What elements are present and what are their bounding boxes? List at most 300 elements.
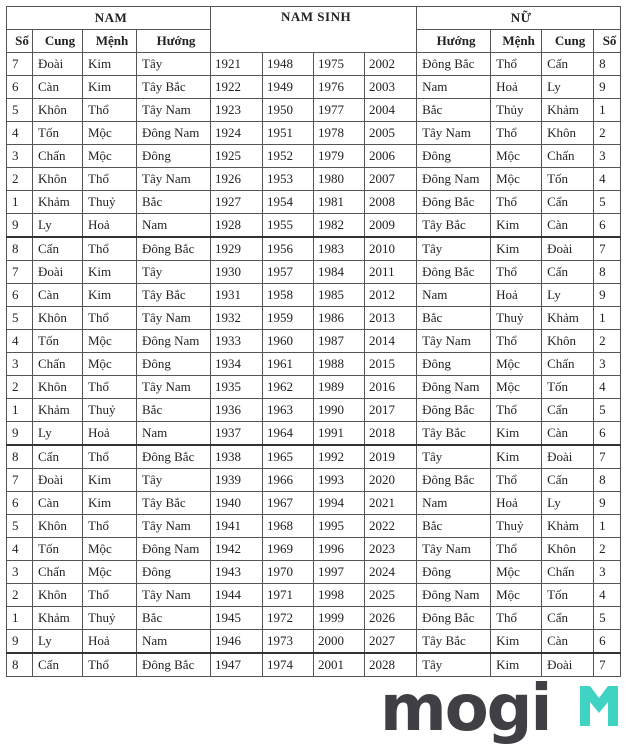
cell-nu-huong: Đông xyxy=(417,145,491,168)
cell-year-4: 2023 xyxy=(365,538,417,561)
cell-nu-huong: Tây xyxy=(417,237,491,261)
cell-nu-cung: Cấn xyxy=(542,607,594,630)
cell-nam-menh: Mộc xyxy=(83,353,137,376)
table-row xyxy=(7,445,621,469)
cell-year-4: 2019 xyxy=(365,445,417,469)
cell-year-2: 1952 xyxy=(263,145,314,168)
cell-year-1: 1932 xyxy=(211,307,263,330)
cell-year-3: 1987 xyxy=(314,330,365,353)
cell-nam-so: 2 xyxy=(7,168,33,191)
cell-nu-menh: Hoả xyxy=(491,492,542,515)
cell-nam-huong: Đông Bắc xyxy=(137,237,211,261)
cell-nam-huong: Tây Nam xyxy=(137,584,211,607)
cell-nam-menh: Thuỷ xyxy=(83,191,137,214)
cell-nu-cung: Khảm xyxy=(542,307,594,330)
cell-nu-cung: Tốn xyxy=(542,168,594,191)
cell-year-2: 1958 xyxy=(263,284,314,307)
cell-nam-huong: Nam xyxy=(137,630,211,654)
group-header-row xyxy=(7,7,621,30)
cung-menh-table xyxy=(6,6,621,677)
cell-nam-so: 1 xyxy=(7,607,33,630)
cell-nam-menh: Mộc xyxy=(83,122,137,145)
cell-year-4: 2013 xyxy=(365,307,417,330)
cell-nam-so: 1 xyxy=(7,399,33,422)
cell-year-1: 1943 xyxy=(211,561,263,584)
table-body xyxy=(7,53,621,677)
cell-year-2: 1950 xyxy=(263,99,314,122)
cell-nu-so: 1 xyxy=(594,99,621,122)
cell-nam-cung: Ly xyxy=(33,422,83,446)
cell-nu-so: 4 xyxy=(594,168,621,191)
cell-nam-so: 1 xyxy=(7,191,33,214)
cell-nam-so: 4 xyxy=(7,122,33,145)
cell-nam-cung: Chấn xyxy=(33,561,83,584)
cell-nam-huong: Tây Nam xyxy=(137,515,211,538)
cell-nu-menh: Mộc xyxy=(491,376,542,399)
cell-year-4: 2006 xyxy=(365,145,417,168)
cell-nam-menh: Hoả xyxy=(83,630,137,654)
cell-nam-so: 9 xyxy=(7,422,33,446)
cell-nam-menh: Thổ xyxy=(83,99,137,122)
table-row xyxy=(7,399,621,422)
cell-nu-huong: Đông Bắc xyxy=(417,261,491,284)
cell-nam-menh: Mộc xyxy=(83,561,137,584)
cell-nam-menh: Thổ xyxy=(83,168,137,191)
cell-nam-cung: Ly xyxy=(33,630,83,654)
cell-nu-cung: Ly xyxy=(542,492,594,515)
cell-year-3: 2000 xyxy=(314,630,365,654)
cell-nu-so: 2 xyxy=(594,538,621,561)
cell-year-2: 1948 xyxy=(263,53,314,76)
col-header-nam-so: Số xyxy=(7,30,33,53)
cell-nu-huong: Bắc xyxy=(417,515,491,538)
cell-year-3: 1985 xyxy=(314,284,365,307)
table-row xyxy=(7,422,621,446)
table-row xyxy=(7,515,621,538)
cell-nam-huong: Nam xyxy=(137,422,211,446)
cell-nam-menh: Thổ xyxy=(83,376,137,399)
cell-year-4: 2003 xyxy=(365,76,417,99)
header-nam: NAM xyxy=(7,7,211,30)
cell-nu-huong: Đông xyxy=(417,353,491,376)
cell-year-3: 1994 xyxy=(314,492,365,515)
cell-nu-huong: Đông Bắc xyxy=(417,53,491,76)
cell-nam-cung: Chấn xyxy=(33,353,83,376)
cell-year-4: 2028 xyxy=(365,653,417,677)
cell-nu-so: 5 xyxy=(594,607,621,630)
cell-nam-cung: Khôn xyxy=(33,99,83,122)
cell-nu-menh: Kim xyxy=(491,653,542,677)
cell-year-4: 2022 xyxy=(365,515,417,538)
cell-nam-menh: Kim xyxy=(83,76,137,99)
table-row xyxy=(7,261,621,284)
cell-nam-menh: Kim xyxy=(83,53,137,76)
cell-nam-menh: Hoả xyxy=(83,422,137,446)
cell-year-1: 1936 xyxy=(211,399,263,422)
col-header-nu-cung: Cung xyxy=(542,30,594,53)
cell-year-3: 1998 xyxy=(314,584,365,607)
cell-nam-so: 6 xyxy=(7,492,33,515)
cell-year-1: 1946 xyxy=(211,630,263,654)
cell-nam-cung: Khôn xyxy=(33,307,83,330)
cell-nam-so: 8 xyxy=(7,653,33,677)
cell-nam-cung: Cấn xyxy=(33,237,83,261)
cell-nu-cung: Khảm xyxy=(542,515,594,538)
cell-year-1: 1939 xyxy=(211,469,263,492)
cell-nam-so: 2 xyxy=(7,584,33,607)
cell-nam-menh: Thổ xyxy=(83,237,137,261)
col-header-nam-menh: Mệnh xyxy=(83,30,137,53)
feng-shui-table-container xyxy=(6,6,620,677)
cell-year-4: 2002 xyxy=(365,53,417,76)
cell-nu-huong: Tây Nam xyxy=(417,330,491,353)
cell-nam-cung: Chấn xyxy=(33,145,83,168)
cell-nam-so: 9 xyxy=(7,214,33,238)
col-header-nu-so: Số xyxy=(594,30,621,53)
cell-nam-huong: Tây Nam xyxy=(137,376,211,399)
table-row xyxy=(7,353,621,376)
cell-year-1: 1927 xyxy=(211,191,263,214)
cell-nam-menh: Mộc xyxy=(83,538,137,561)
cell-nu-huong: Đông Nam xyxy=(417,376,491,399)
cell-year-2: 1959 xyxy=(263,307,314,330)
cell-year-1: 1928 xyxy=(211,214,263,238)
cell-nam-menh: Hoả xyxy=(83,214,137,238)
cell-year-4: 2005 xyxy=(365,122,417,145)
cell-nam-cung: Cấn xyxy=(33,653,83,677)
cell-nu-cung: Ly xyxy=(542,76,594,99)
cell-nam-so: 8 xyxy=(7,445,33,469)
cell-year-3: 1981 xyxy=(314,191,365,214)
cell-year-1: 1937 xyxy=(211,422,263,446)
cell-year-2: 1957 xyxy=(263,261,314,284)
cell-nu-menh: Hoả xyxy=(491,284,542,307)
cell-nu-so: 6 xyxy=(594,422,621,446)
cell-year-2: 1955 xyxy=(263,214,314,238)
cell-year-2: 1949 xyxy=(263,76,314,99)
cell-nu-so: 7 xyxy=(594,237,621,261)
cell-year-1: 1933 xyxy=(211,330,263,353)
cell-year-1: 1935 xyxy=(211,376,263,399)
cell-year-4: 2021 xyxy=(365,492,417,515)
cell-nu-cung: Chấn xyxy=(542,145,594,168)
cell-nam-cung: Khảm xyxy=(33,191,83,214)
cell-nam-so: 4 xyxy=(7,330,33,353)
cell-year-3: 1979 xyxy=(314,145,365,168)
cell-nam-cung: Khôn xyxy=(33,584,83,607)
cell-year-1: 1930 xyxy=(211,261,263,284)
table-row xyxy=(7,584,621,607)
cell-year-4: 2024 xyxy=(365,561,417,584)
cell-year-4: 2012 xyxy=(365,284,417,307)
col-header-nam-huong: Hướng xyxy=(137,30,211,53)
cell-year-1: 1947 xyxy=(211,653,263,677)
cell-year-4: 2026 xyxy=(365,607,417,630)
cell-nam-huong: Tây xyxy=(137,469,211,492)
cell-year-3: 1995 xyxy=(314,515,365,538)
cell-year-3: 1991 xyxy=(314,422,365,446)
cell-year-2: 1960 xyxy=(263,330,314,353)
cell-nu-cung: Khảm xyxy=(542,99,594,122)
cell-year-3: 1989 xyxy=(314,376,365,399)
cell-nam-huong: Tây Nam xyxy=(137,307,211,330)
cell-nu-huong: Nam xyxy=(417,492,491,515)
cell-year-1: 1938 xyxy=(211,445,263,469)
table-row xyxy=(7,53,621,76)
cell-year-4: 2004 xyxy=(365,99,417,122)
cell-nam-cung: Cấn xyxy=(33,445,83,469)
cell-nam-huong: Tây Nam xyxy=(137,168,211,191)
cell-nu-cung: Càn xyxy=(542,630,594,654)
cell-nam-cung: Càn xyxy=(33,76,83,99)
cell-nam-cung: Đoài xyxy=(33,261,83,284)
cell-nam-so: 6 xyxy=(7,284,33,307)
cell-nu-huong: Đông Nam xyxy=(417,584,491,607)
cell-nu-so: 8 xyxy=(594,53,621,76)
cell-nu-cung: Cấn xyxy=(542,469,594,492)
cell-nu-menh: Kim xyxy=(491,214,542,238)
cell-year-1: 1921 xyxy=(211,53,263,76)
cell-nam-cung: Tốn xyxy=(33,538,83,561)
cell-nu-huong: Tây xyxy=(417,653,491,677)
cell-year-2: 1971 xyxy=(263,584,314,607)
cell-year-3: 1982 xyxy=(314,214,365,238)
cell-nu-huong: Tây Bắc xyxy=(417,214,491,238)
cell-nam-huong: Tây Bắc xyxy=(137,492,211,515)
cell-year-3: 1980 xyxy=(314,168,365,191)
cell-nu-so: 5 xyxy=(594,399,621,422)
cell-nu-so: 9 xyxy=(594,284,621,307)
cell-nu-menh: Kim xyxy=(491,445,542,469)
cell-nam-huong: Tây Nam xyxy=(137,99,211,122)
logo-text: mogi xyxy=(380,672,551,746)
cell-nam-huong: Bắc xyxy=(137,191,211,214)
cell-nu-so: 9 xyxy=(594,76,621,99)
cell-year-2: 1956 xyxy=(263,237,314,261)
col-header-nu-menh: Mệnh xyxy=(491,30,542,53)
cell-nu-cung: Tốn xyxy=(542,584,594,607)
cell-nam-huong: Tây Bắc xyxy=(137,76,211,99)
cell-year-3: 1983 xyxy=(314,237,365,261)
cell-year-4: 2011 xyxy=(365,261,417,284)
cell-nam-menh: Thổ xyxy=(83,445,137,469)
cell-year-2: 1970 xyxy=(263,561,314,584)
cell-nu-huong: Tây Bắc xyxy=(417,422,491,446)
cell-year-1: 1931 xyxy=(211,284,263,307)
cell-nam-cung: Tốn xyxy=(33,330,83,353)
cell-year-2: 1974 xyxy=(263,653,314,677)
cell-nam-cung: Khảm xyxy=(33,399,83,422)
cell-nam-cung: Khảm xyxy=(33,607,83,630)
cell-nu-so: 5 xyxy=(594,191,621,214)
cell-nam-so: 6 xyxy=(7,76,33,99)
cell-nu-huong: Bắc xyxy=(417,99,491,122)
cell-nu-menh: Mộc xyxy=(491,561,542,584)
cell-nu-so: 2 xyxy=(594,122,621,145)
cell-nam-huong: Đông Nam xyxy=(137,330,211,353)
cell-nu-cung: Cấn xyxy=(542,191,594,214)
cell-year-4: 2008 xyxy=(365,191,417,214)
cell-year-2: 1965 xyxy=(263,445,314,469)
table-row xyxy=(7,538,621,561)
cell-nu-menh: Thổ xyxy=(491,122,542,145)
cell-nu-menh: Thổ xyxy=(491,538,542,561)
table-row xyxy=(7,122,621,145)
cell-nu-so: 8 xyxy=(594,469,621,492)
cell-nam-huong: Đông xyxy=(137,145,211,168)
cell-nam-huong: Bắc xyxy=(137,399,211,422)
cell-nam-cung: Ly xyxy=(33,214,83,238)
col-header-nu-huong: Hướng xyxy=(417,30,491,53)
cell-year-3: 1984 xyxy=(314,261,365,284)
cell-nu-cung: Khôn xyxy=(542,330,594,353)
cell-nam-cung: Đoài xyxy=(33,53,83,76)
cell-year-3: 1990 xyxy=(314,399,365,422)
cell-year-3: 1977 xyxy=(314,99,365,122)
cell-year-2: 1953 xyxy=(263,168,314,191)
table-row xyxy=(7,376,621,399)
cell-nam-menh: Mộc xyxy=(83,145,137,168)
cell-year-1: 1923 xyxy=(211,99,263,122)
cell-year-3: 1978 xyxy=(314,122,365,145)
cell-nu-huong: Đông Bắc xyxy=(417,399,491,422)
cell-nam-cung: Càn xyxy=(33,284,83,307)
cell-nu-huong: Tây Nam xyxy=(417,538,491,561)
cell-nu-so: 3 xyxy=(594,561,621,584)
cell-nu-so: 7 xyxy=(594,445,621,469)
cell-year-1: 1945 xyxy=(211,607,263,630)
cell-year-3: 1992 xyxy=(314,445,365,469)
cell-nam-huong: Đông Bắc xyxy=(137,445,211,469)
cell-year-2: 1961 xyxy=(263,353,314,376)
cell-nu-cung: Càn xyxy=(542,214,594,238)
cell-nam-so: 4 xyxy=(7,538,33,561)
cell-year-1: 1941 xyxy=(211,515,263,538)
table-row xyxy=(7,99,621,122)
cell-nu-menh: Thuỷ xyxy=(491,515,542,538)
cell-nu-cung: Cấn xyxy=(542,399,594,422)
cell-nam-so: 7 xyxy=(7,261,33,284)
cell-year-4: 2018 xyxy=(365,422,417,446)
cell-nam-menh: Kim xyxy=(83,469,137,492)
cell-nam-menh: Thuỷ xyxy=(83,399,137,422)
table-row xyxy=(7,237,621,261)
cell-nam-huong: Nam xyxy=(137,214,211,238)
cell-year-3: 1988 xyxy=(314,353,365,376)
table-row xyxy=(7,630,621,654)
cell-nu-so: 1 xyxy=(594,307,621,330)
mogi-m-mark-icon xyxy=(576,682,622,728)
cell-nu-so: 3 xyxy=(594,353,621,376)
cell-year-2: 1967 xyxy=(263,492,314,515)
cell-year-1: 1922 xyxy=(211,76,263,99)
cell-nu-huong: Nam xyxy=(417,76,491,99)
cell-nam-so: 2 xyxy=(7,376,33,399)
cell-nu-cung: Chấn xyxy=(542,353,594,376)
cell-year-1: 1940 xyxy=(211,492,263,515)
cell-nu-so: 2 xyxy=(594,330,621,353)
cell-nam-menh: Kim xyxy=(83,261,137,284)
cell-nam-huong: Đông Bắc xyxy=(137,653,211,677)
cell-year-2: 1962 xyxy=(263,376,314,399)
cell-nu-menh: Kim xyxy=(491,422,542,446)
cell-nam-huong: Đông xyxy=(137,353,211,376)
cell-year-3: 2001 xyxy=(314,653,365,677)
table-row xyxy=(7,191,621,214)
cell-nam-so: 3 xyxy=(7,353,33,376)
cell-nam-huong: Tây xyxy=(137,261,211,284)
cell-year-4: 2025 xyxy=(365,584,417,607)
cell-nu-so: 4 xyxy=(594,584,621,607)
cell-year-3: 1975 xyxy=(314,53,365,76)
cell-nu-cung: Đoài xyxy=(542,445,594,469)
cell-nu-so: 9 xyxy=(594,492,621,515)
cell-nam-cung: Càn xyxy=(33,492,83,515)
cell-nam-huong: Đông xyxy=(137,561,211,584)
cell-nu-menh: Thổ xyxy=(491,330,542,353)
cell-year-4: 2007 xyxy=(365,168,417,191)
col-header-nam-cung: Cung xyxy=(33,30,83,53)
cell-nu-menh: Thổ xyxy=(491,53,542,76)
cell-nu-huong: Đông Bắc xyxy=(417,469,491,492)
cell-nam-huong: Tây Bắc xyxy=(137,284,211,307)
cell-nam-menh: Thổ xyxy=(83,515,137,538)
cell-nam-menh: Thổ xyxy=(83,307,137,330)
cell-year-3: 1999 xyxy=(314,607,365,630)
cell-nu-cung: Càn xyxy=(542,422,594,446)
cell-year-2: 1951 xyxy=(263,122,314,145)
cell-year-2: 1963 xyxy=(263,399,314,422)
table-row xyxy=(7,76,621,99)
cell-nu-huong: Nam xyxy=(417,284,491,307)
header-nam-sinh: NAM SINH xyxy=(211,7,417,53)
table-row xyxy=(7,168,621,191)
cell-nam-huong: Đông Nam xyxy=(137,538,211,561)
cell-nam-so: 7 xyxy=(7,53,33,76)
cell-nam-so: 8 xyxy=(7,237,33,261)
cell-nam-huong: Bắc xyxy=(137,607,211,630)
cell-nam-so: 5 xyxy=(7,99,33,122)
cell-nam-so: 3 xyxy=(7,561,33,584)
cell-nu-so: 7 xyxy=(594,653,621,677)
cell-nu-menh: Mộc xyxy=(491,145,542,168)
cell-nam-huong: Đông Nam xyxy=(137,122,211,145)
cell-nam-so: 3 xyxy=(7,145,33,168)
cell-nu-huong: Đông Bắc xyxy=(417,191,491,214)
cell-year-2: 1972 xyxy=(263,607,314,630)
cell-year-4: 2020 xyxy=(365,469,417,492)
cell-year-3: 1997 xyxy=(314,561,365,584)
cell-nu-so: 6 xyxy=(594,630,621,654)
cell-nu-cung: Đoài xyxy=(542,653,594,677)
cell-nu-menh: Mộc xyxy=(491,353,542,376)
table-row xyxy=(7,214,621,238)
cell-year-4: 2009 xyxy=(365,214,417,238)
cell-year-4: 2016 xyxy=(365,376,417,399)
cell-nu-so: 3 xyxy=(594,145,621,168)
cell-nu-huong: Đông xyxy=(417,561,491,584)
cell-nu-cung: Khôn xyxy=(542,538,594,561)
cell-nam-menh: Thuỷ xyxy=(83,607,137,630)
cell-nu-cung: Chấn xyxy=(542,561,594,584)
cell-year-1: 1942 xyxy=(211,538,263,561)
cell-nam-cung: Tốn xyxy=(33,122,83,145)
cell-nam-cung: Khôn xyxy=(33,168,83,191)
cell-nu-menh: Hoả xyxy=(491,76,542,99)
cell-nu-huong: Đông Bắc xyxy=(417,607,491,630)
cell-nu-cung: Khôn xyxy=(542,122,594,145)
cell-nu-menh: Thổ xyxy=(491,261,542,284)
